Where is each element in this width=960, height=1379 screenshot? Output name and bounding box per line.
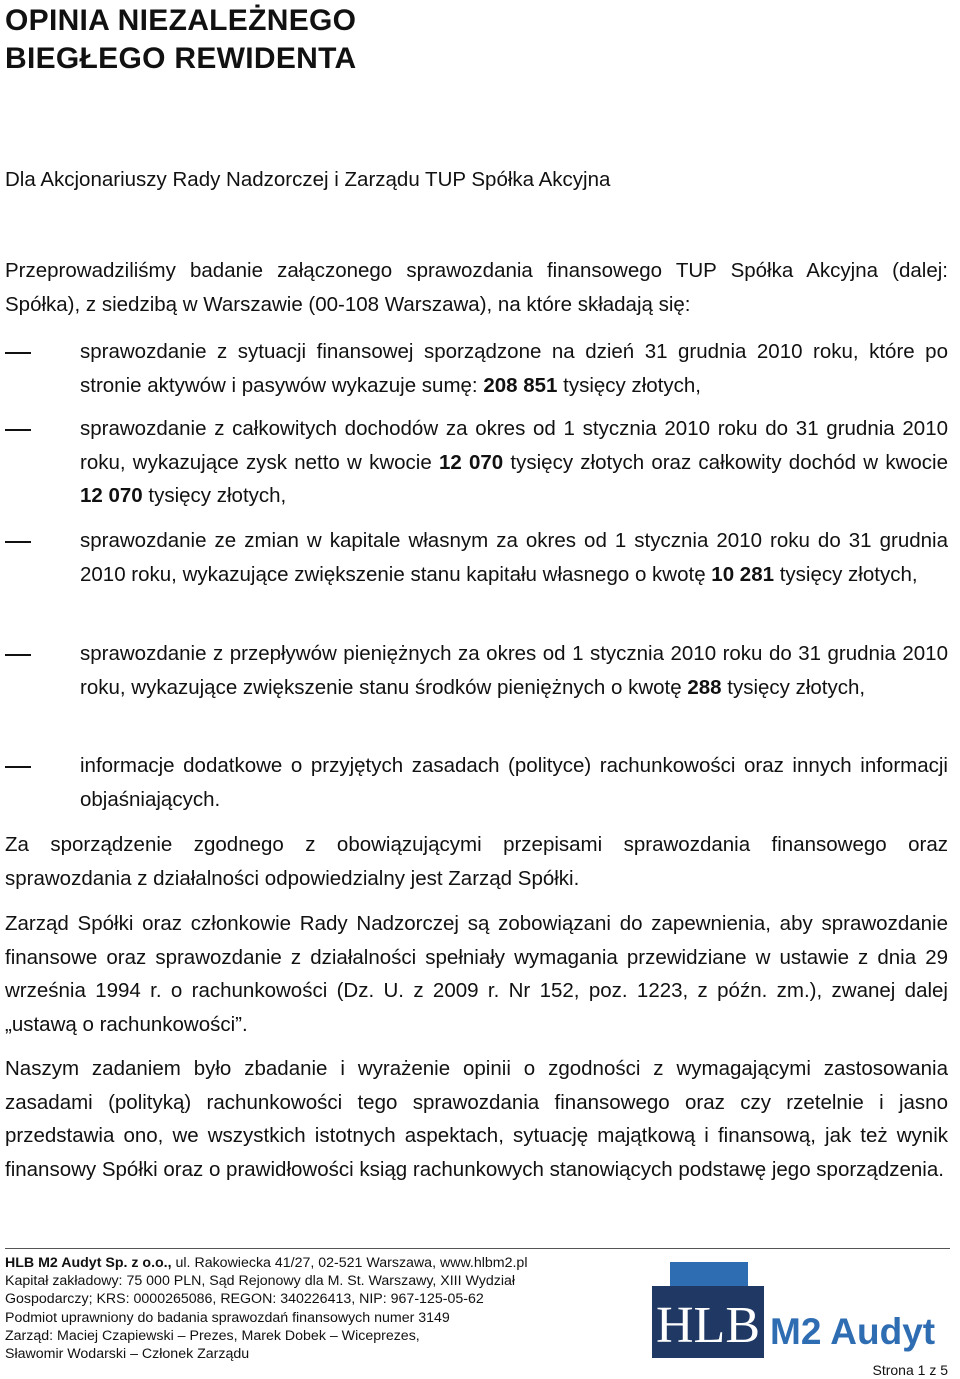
obligation-paragraph: Zarząd Spółki oraz członkowie Rady Nadzorczej są zobowiązani do zapewnienia, aby sprawozdanie finansowe oraz sprawozdanie z działalności spełniały wymagania przewidziane w ustawie z dnia 29 września 1994 r. o rachunkowości (Dz. U. z 2009 r. Nr 152, poz. 1223, z późn. zm.), zwanej dalej „ustawą o rachunkowości”. (5, 912, 948, 1036)
task-paragraph: Naszym zadaniem było zbadanie i wyrażenie opinii o zgodności z wymagającymi zastosowania zasadami (polityką) rachunkowości tego sprawozdania finansowego oraz czy rzetelnie i jasno przedstawia ono, we wszystkich istotnych aspektach, sytuację majątkową i finansową, jak też wynik finansowy Spółki oraz o prawidłowości ksiąg rachunkowych stanowiących podstawę jego sporządzenia. (5, 1057, 948, 1181)
list-item: sprawozdanie z całkowitych dochodów za okres od 1 stycznia 2010 roku do 31 grudnia 2010 roku, wykazujące zysk netto w kwocie 12 070 tysięcy złotych oraz całkowity dochód w kwocie 12 070 tysięcy złotych, (5, 412, 948, 513)
addressee: Dla Akcjonariuszy Rady Nadzorczej i Zarządu TUP Spółka Akcyjna (5, 168, 611, 191)
title-line-2: BIEGŁEGO REWIDENTA (5, 42, 357, 75)
list-item: sprawozdanie z przepływów pieniężnych za okres od 1 stycznia 2010 roku do 31 grudnia 2010 roku, wykazujące zwiększenie stanu środków pieniężnych o kwotę 288 tysięcy złotych, (5, 637, 948, 704)
footer-board-2: Sławomir Wodarski – Członek Zarządu (5, 1346, 250, 1363)
document-title (5, 2, 357, 78)
title-line-1: OPINIA NIEZALEŻNEGO (5, 4, 357, 37)
logo-accent-bar (670, 1262, 748, 1286)
intro-paragraph: Przeprowadziliśmy badanie załączonego sprawozdania finansowego TUP Spółka Akcyjna (dalej: Spółka), z siedzibą w Warszawie (00-108 Warszawa), na które składają się: (5, 259, 948, 316)
list-item: informacje dodatkowe o przyjętych zasadach (polityce) rachunkowości oraz innych informacji objaśniających. (5, 749, 948, 816)
responsibility-paragraph: Za sporządzenie zgodnego z obowiązującymi przepisami sprawozdania finansowego oraz sprawozdania z działalności odpowiedzialny jest Zarząd Spółki. (5, 833, 948, 890)
footer-license: Podmiot uprawniony do badania sprawozdań finansowych numer 3149 (5, 1309, 450, 1326)
list-item: sprawozdanie z sytuacji finansowej sporządzone na dzień 31 grudnia 2010 roku, które po stronie aktywów i pasywów wykazuje sumę: 208 851 tysięcy złotych, (5, 335, 948, 402)
dash-bullet (5, 429, 31, 431)
logo-m2-audyt-text: M2 Audyt (770, 1311, 936, 1352)
footer-company-info (5, 1254, 645, 1363)
dash-bullet (5, 654, 31, 656)
page-number: Strona 1 z 5 (872, 1362, 948, 1378)
footer-address: ul. Rakowiecka 41/27, 02-521 Warszawa, www.hlbm2.pl (171, 1255, 528, 1271)
dash-bullet (5, 541, 31, 543)
footer-registry: Gospodarczy; KRS: 0000265086, REGON: 340226413, NIP: 967-125-05-62 (5, 1291, 484, 1308)
hlb-m2-audyt-logo (652, 1262, 952, 1358)
footer-board: Zarząd: Maciej Czapiewski – Prezes, Marek Dobek – Wiceprezes, (5, 1327, 420, 1344)
list-item: sprawozdanie ze zmian w kapitale własnym za okres od 1 stycznia 2010 roku do 31 grudnia 2010 roku, wykazujące zwiększenie stanu kapitału własnego o kwotę 10 281 tysięcy złotych, (5, 524, 948, 591)
footer-company-name: HLB M2 Audyt Sp. z o.o., (5, 1255, 172, 1271)
footer-divider (5, 1248, 950, 1249)
dash-bullet (5, 352, 31, 354)
logo-hlb-text: HLB (656, 1297, 760, 1354)
dash-bullet (5, 766, 31, 768)
footer-capital: Kapitał zakładowy: 75 000 PLN, Sąd Rejonowy dla M. St. Warszawy, XIII Wydział (5, 1273, 516, 1290)
